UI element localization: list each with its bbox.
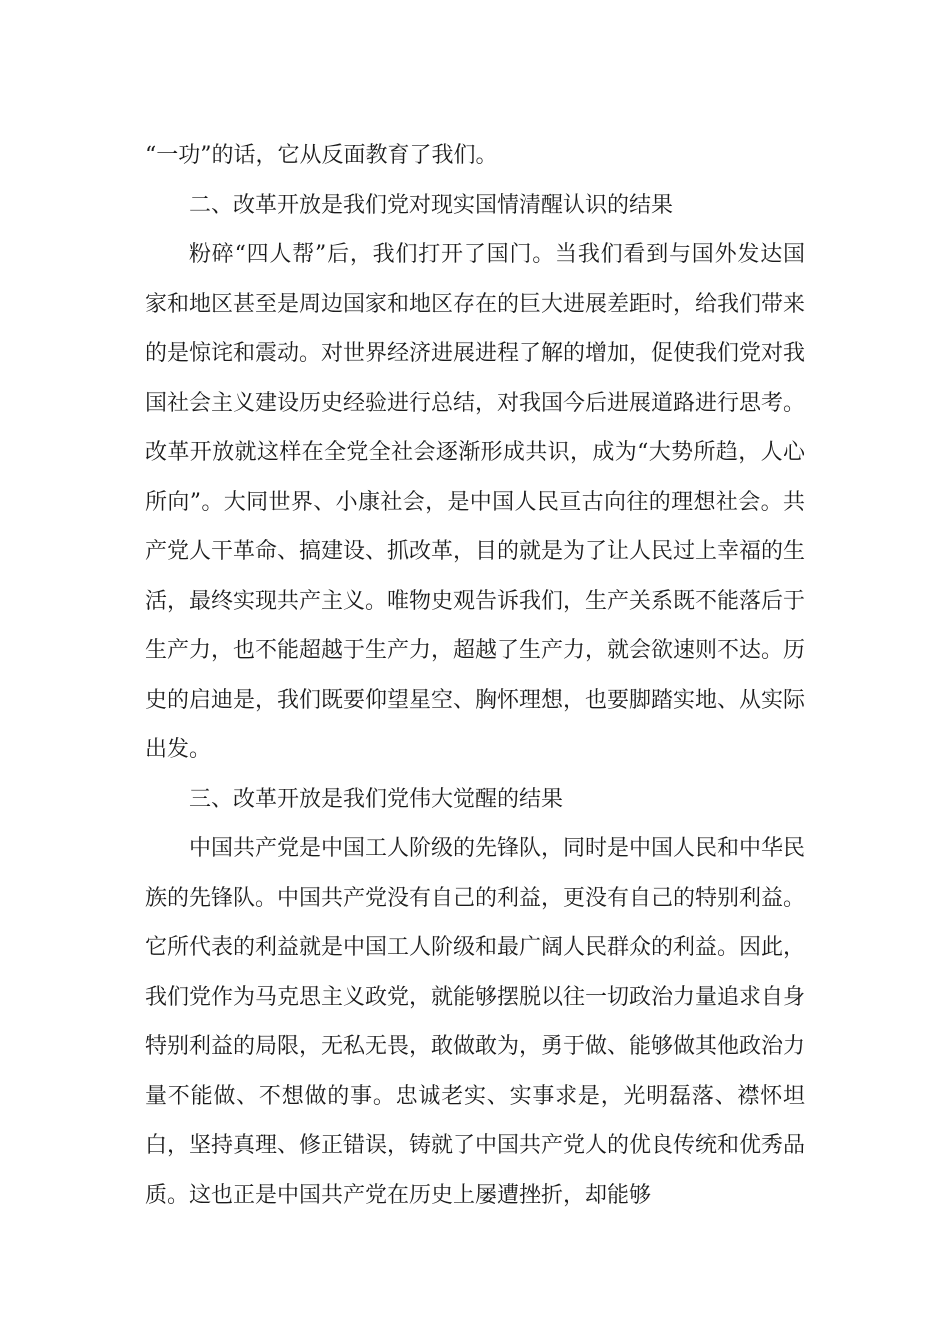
document-page	[145, 131, 805, 1220]
section-heading-three: 三、改革开放是我们党伟大觉醒的结果	[189, 786, 564, 812]
paragraph-continuation: “一功”的话，它从反面教育了我们。	[145, 143, 498, 168]
section-heading-two: 二、改革开放是我们党对现实国情清醒认识的结果	[189, 192, 674, 218]
paragraph-party-awakening: 中国共产党是中国工人阶级的先锋队，同时是中国人民和中华民族的先锋队。中国共产党没有自己的利益，更没有自己的特别利益。它所代表的利益就是中国工人阶级和最广阔人民群众的利益。因此，我们党作为马克思主义政党，就能够摆脱以往一切政治力量追求自身特别利益的局限，无私无畏，敢做敢为，勇于做、能够做其他政治力量不能做、不想做的事。忠诚老实、实事求是，光明磊落、襟怀坦白，坚持真理、修正错误，铸就了中国共产党人的优良传统和优秀品质。这也正是中国共产党在历史上屡遭挫折，却能够	[145, 836, 806, 1208]
paragraph-national-conditions: 粉碎“四人帮”后，我们打开了国门。当我们看到与国外发达国家和地区甚至是周边国家和地区存在的巨大进展差距时，给我们带来的是惊诧和震动。对世界经济进展进程了解的增加，促使我们党对我国社会主义建设历史经验进行总结，对我国今后进展道路进行思考。改革开放就这样在全党全社会逐渐形成共识，成为“大势所趋，人心所向”。大同世界、小康社会，是中国人民亘古向往的理想社会。共产党人干革命、搞建设、抓改革，目的就是为了让人民过上幸福的生活，最终实现共产主义。唯物史观告诉我们，生产关系既不能落后于生产力，也不能超越于生产力，超越了生产力，就会欲速则不达。历史的启迪是，我们既要仰望星空、胸怀理想，也要脚踏实地、从实际出发。	[145, 242, 806, 762]
